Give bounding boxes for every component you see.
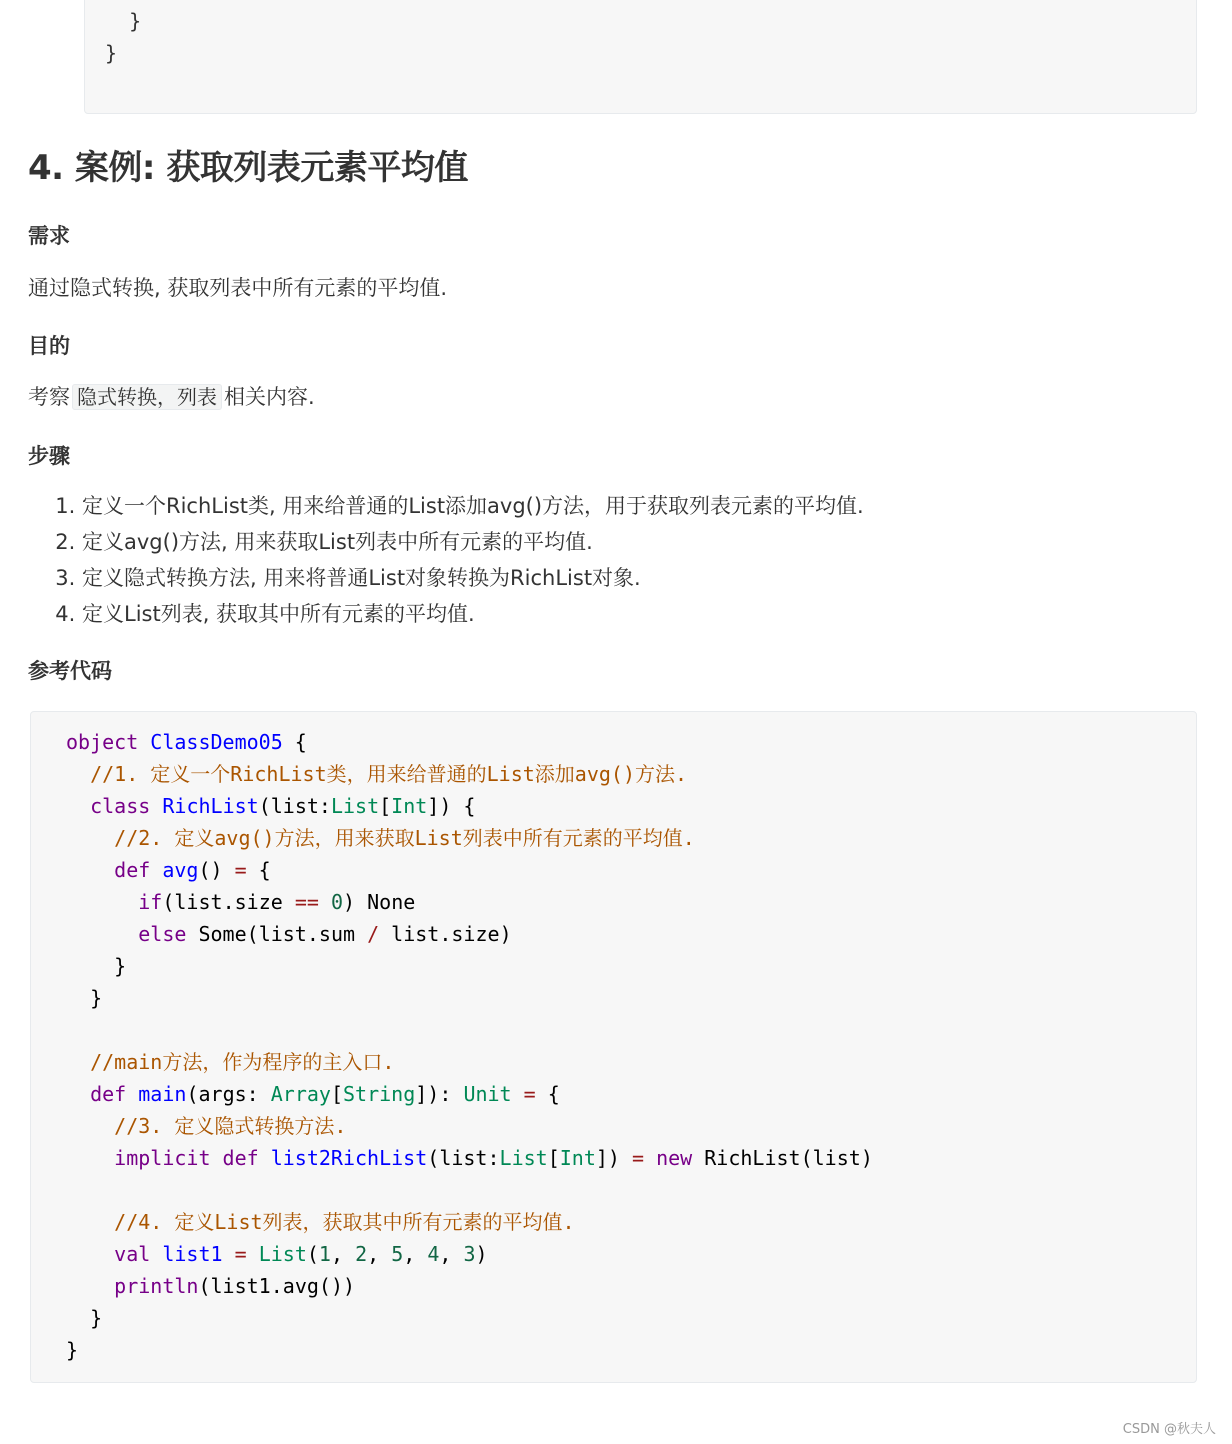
code-line: //main方法，作为程序的主入口. xyxy=(90,1050,395,1074)
inline-code: 隐式转换，列表 xyxy=(72,384,222,410)
requirement-text: 通过隐式转换, 获取列表中所有元素的平均值. xyxy=(28,276,448,300)
purpose-prefix: 考察 xyxy=(28,385,70,409)
code-line: object ClassDemo05 { xyxy=(66,730,307,754)
code-line: class RichList(list:List[Int]) { xyxy=(90,794,476,818)
code-line: def avg() = { xyxy=(114,858,271,882)
code-content xyxy=(66,726,873,1366)
reference-code-heading: 参考代码 xyxy=(28,659,112,683)
previous-code-content xyxy=(105,5,141,69)
purpose-suffix: 相关内容. xyxy=(224,385,315,409)
list-item: 1. 定义一个RichList类, 用来给普通的List添加avg()方法，用于获取列表元素的平均值. xyxy=(82,488,864,524)
code-line: //3. 定义隐式转换方法. xyxy=(114,1114,347,1138)
code-line: val list1 = List(1, 2, 5, 4, 3) xyxy=(114,1242,488,1266)
csdn-watermark: CSDN @秋夫人 xyxy=(1122,1422,1216,1437)
section-title: 4. 案例: 获取列表元素平均值 xyxy=(28,148,468,188)
code-line: } xyxy=(66,1306,103,1330)
code-line: else Some(list.sum / list.size) xyxy=(138,922,512,946)
code-line: } xyxy=(105,9,142,33)
list-item: 3. 定义隐式转换方法, 用来将普通List对象转换为RichList对象. xyxy=(82,560,864,596)
requirement-heading: 需求 xyxy=(28,224,70,248)
code-line: //2. 定义avg()方法，用来获取List列表中所有元素的平均值. xyxy=(114,826,695,850)
code-line: } xyxy=(66,986,103,1010)
code-line: println(list1.avg()) xyxy=(114,1274,356,1298)
code-line: def main(args: Array[String]): Unit = { xyxy=(90,1082,560,1106)
reference-code-block xyxy=(30,711,1197,1383)
code-line: } xyxy=(66,954,127,978)
purpose-text xyxy=(28,381,315,411)
steps-list xyxy=(28,488,864,632)
code-line: //4. 定义List列表，获取其中所有元素的平均值. xyxy=(114,1210,575,1234)
purpose-heading: 目的 xyxy=(28,334,70,358)
code-line xyxy=(66,1174,873,1206)
list-item: 4. 定义List列表, 获取其中所有元素的平均值. xyxy=(82,596,864,632)
code-line: } xyxy=(105,41,118,65)
code-line: } xyxy=(66,1338,79,1362)
previous-code-block xyxy=(84,0,1197,114)
list-item: 2. 定义avg()方法, 用来获取List列表中所有元素的平均值. xyxy=(82,524,864,560)
code-line: if(list.size == 0) None xyxy=(138,890,416,914)
steps-heading: 步骤 xyxy=(28,444,70,468)
code-line: //1. 定义一个RichList类，用来给普通的List添加avg()方法. xyxy=(90,762,688,786)
code-line xyxy=(66,1014,873,1046)
code-line: implicit def list2RichList(list:List[Int]) = new RichList(list) xyxy=(114,1146,873,1170)
